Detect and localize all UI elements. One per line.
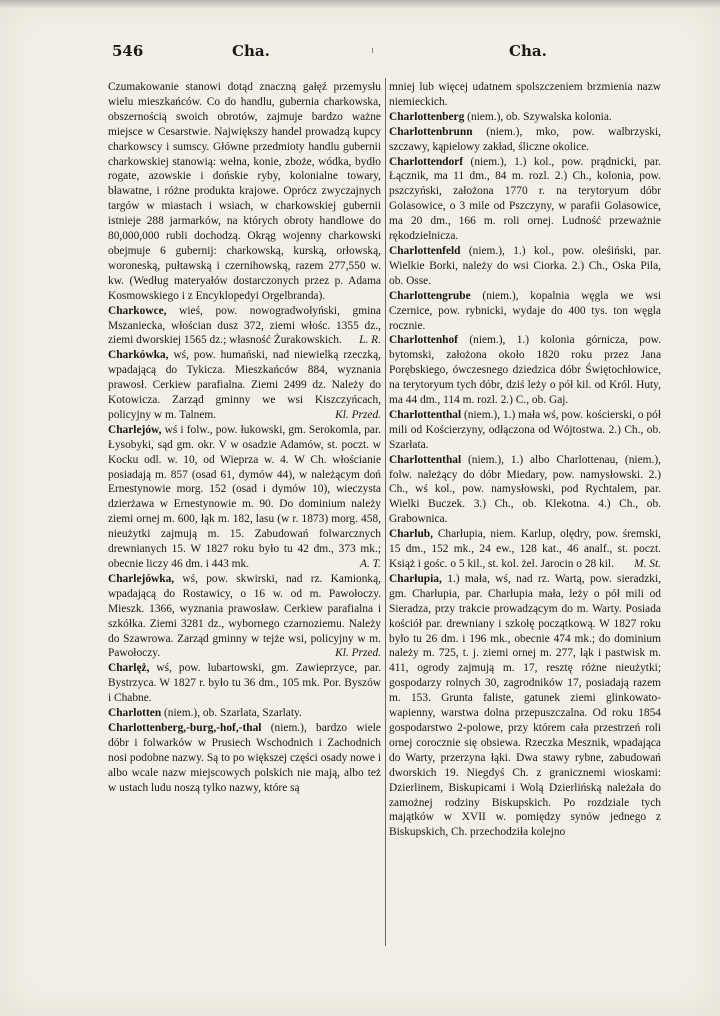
- entry-headword: Charkówka,: [108, 349, 169, 362]
- entry-headword: Charlottenfeld: [389, 244, 461, 257]
- entry-text: (niem.), bardzo wiele dóbr i folwarków w Prusiech Wschodnich i Zachodnich nosi podobne nazwy. Są to po większej części osady nowe i albo wcale nazw miejscowych polskich nie mają, albo też w ustach ludu noszą tylko nazwy, które są: [108, 721, 381, 794]
- entry-headword: Charlottenberg,-burg,-hof,-thal: [108, 721, 262, 734]
- dictionary-entry: [108, 661, 381, 706]
- dictionary-entry: [108, 423, 381, 572]
- dictionary-entry: [389, 408, 661, 453]
- entry-text: wś, pow. humański, nad niewielką rzeczką, wpadającą do Tykicza. Mieszkańców 884, wyznania prawosł. Cerkiew parafialna. Ziemi 2499 dz. Należy do Kotowicza. Zarząd gminny we wsi Kiszczyńcach, policyjny w m. Talnem.: [108, 349, 381, 421]
- entry-headword: Charlottenthal: [389, 453, 462, 466]
- dictionary-entry: [108, 572, 381, 661]
- dictionary-entry: [389, 244, 661, 289]
- dictionary-entry: [389, 572, 661, 840]
- dictionary-entry: [108, 348, 381, 423]
- dictionary-entry: [389, 289, 661, 334]
- entry-text: 1.) mała, wś, nad rz. Wartą, pow. sieradzki, gm. Charłupia, par. Charłupia mała, leży o pół mili od Sieradza, przy trakcie prowadzącym do m. Warty. Posiada kościół par. drewniany i szkołę początkową. W 1827 roku było tu 26 dm. i 196 mk., obecnie 474 mk.; do dominium należy m. 725, t. j. ziemi ornej m. 277, łąk i pastwisk m. 411, ogrody zajmują m. 17, resztę różne nieużytki; gospodarzy rolnych 30, zagrodników 17, posiadają razem m. 153. Grunta faliste, gatunek ziemi glinkowato-wapienny, warstwa dolna przepuszczalna. Od roku 1854 gospodarstwo 2-polowe, przy którem cała przestrzeń roli ornej corocznie się obsiewa. Rzeczka Mesznik, wpadająca do Warty, przerzyna łąki. Dwa stawy rybne, zabudowań dworskich 19. Niegdyś Ch. z granicznemi wioskami: Dzierlinem, Biskupicami i Wolą Dzierlińską należała do zamożnej rodziny Biskupskich. Po rozdziale tych majątków w XVII w. pomiędzy synów jednego z Biskupskich, Ch. przechodziła kolejno: [389, 572, 661, 839]
- dictionary-entry: [389, 80, 661, 110]
- entry-text: wś, pow. skwirski, nad rz. Kamionką, wpadającą do Rostawicy, o 16 w. od m. Pawołoczy. Mieszk. 1366, wyznania prawosław. Cerkiew parafialna i szkółka. Ziemi 3281 dz., wybornego czarnoziemu. Należy do Szawrowa. Zarząd gminny w tejże wsi, policyjny w m. Pawołoczy.: [108, 572, 381, 660]
- entry-text: (niem.), 1.) albo Charlottenau, (niem.), folw. należący do dóbr Miedary, pow. namysłowski. 2.) Ch., wś kol., pow. namysłowski, pod Rychtalem, par. Wielki Buczek. 3.) Ch., ob. Klekotna. 4.) Ch., ob. Grabownica.: [389, 453, 661, 526]
- entry-headword: Charlejówka,: [108, 572, 175, 585]
- entry-text: wś i folw., pow. łukowski, gm. Serokomla, par. Łysobyki, sąd gm. okr. V w osadzie Adamów, st. poczt. w Kocku odl. w. 10, od Wieprza w. 4. W Ch. włościanie posiadają m. 857 (osad 61, dymów 44), w należącym doń Ernestynowie morg. 152 (osad i dymów 10), wieczysta dzierżawa w Ernestynowie m. 90. Do dominium należy ziemi ornej m. 600, łąk m. 182, lasu (w r. 1873) morg. 458, nieużytki zajmują m. 15. Zabudowań folwarcznych drewnianych 15. W 1827 roku było tu 42 dm., 373 mk.; obecnie liczy 46 dm. i 443 mk.: [108, 423, 381, 570]
- entry-text: (niem.), kopalnia węgla we wsi Czernice, pow. rybnicki, wydaje do 400 tys. ton węgla rocznie.: [389, 289, 661, 332]
- entry-author-signature: L. R.: [359, 334, 381, 347]
- entry-headword: Charlub,: [389, 528, 433, 541]
- right-column: [389, 80, 661, 840]
- entry-text: (niem.), ob. Szywalska kolonia.: [467, 110, 612, 123]
- entry-text: (niem.), 1.) kol., pow. prądnicki, par. Łącznik, ma 11 dm., 84 m. rozl. 2.) Ch., kolonia, pow. pszczyński, założona 1770 r. na terytoryum dóbr Golasowice, o 3 mile od Pszczyny, w parafii Golasowice, ma 20 dm., 166 m. roli ornej. Ludność przeważnie rękodzielnicza.: [389, 155, 661, 243]
- dictionary-entry: [108, 721, 381, 796]
- dictionary-entry: [389, 333, 661, 408]
- entry-text: mniej lub więcej udatnem spolszczeniem brzmienia nazw niemieckich.: [389, 81, 661, 108]
- entry-text: wieś, pow. nowogradwołyński, gmina Mszaniecka, włościan dusz 372, ziemi włośc. 1355 dz., ziemi dworskiej 1565 dz.; własność Żurakowskich.: [108, 304, 381, 347]
- entry-headword: Charlottenthal: [389, 408, 462, 421]
- entry-headword: Charlottenberg: [389, 110, 465, 123]
- column-divider: [385, 78, 386, 946]
- entry-headword: Charlottendorf: [389, 155, 464, 168]
- entry-text: (niem.), ob. Szarlata, Szarlaty.: [164, 707, 302, 720]
- dictionary-entry: [108, 80, 381, 304]
- dictionary-entry: [389, 125, 661, 155]
- running-head-right: Cha.: [509, 42, 547, 60]
- left-column: [108, 80, 381, 796]
- entry-text: (niem.), 1.) kol., pow. oleśiński, par. Wielkie Borki, należy do wsi Ciorka. 2.) Ch., Oska Pila, ob. Osse.: [389, 244, 661, 287]
- entry-text: (niem.), mko, pow. walbrzyski, szczawy, kąpielowy zakład, śliczne okolice.: [389, 125, 661, 153]
- entry-headword: Charlottengrube: [389, 289, 471, 302]
- entry-text: wś, pow. lubartowski, gm. Zawieprzyce, par. Bystrzyca. W 1827 r. było tu 36 dm., 105 mk. Por. Byszów i Chabne.: [108, 662, 381, 705]
- entry-headword: Charlotten: [108, 707, 162, 720]
- entry-author-signature: A. T.: [360, 558, 381, 570]
- entry-author-signature: Kl. Przed.: [335, 408, 381, 421]
- entry-text: Czumakowanie stanowi dotąd znaczną gałęź przemysłu wielu mieszkańców. Co do handlu, gubernia charkowska, obszernością swoich obrotów, zajmuje bardzo ważne miejsce w Cesarstwie. Największy handel prowadzą kupcy charkowscy i sumscy. Główne przedmioty handlu gubernii charkowskiej stanowią: wełna, konie, zboże, wódka, bydło rogate, azowskie i dońskie ryby, kolonialne towary, bławatne, i różne produkta krajowe. Oprócz zwyczajnych targów w miastach i wsiach, w charkowskiej gubernii istnieje 288 jarmarków, na których obroty handlowe do 80,000,000 rubli dochodzą. Okrąg wojenny charkowski obejmuje 6 gubernij: charkowską, kurską, orłowską, woroneską, pułtawską i czernihowską, razem 277,550 w. kw. (Według materyałów dostarczonych przez p. Adama Kosmowskiego i z Encyklopedyi Orgelbranda).: [108, 81, 381, 302]
- page-header: [112, 42, 656, 66]
- dictionary-entry: [389, 155, 661, 244]
- dictionary-entry: [108, 706, 381, 721]
- entry-author-signature: M. St.: [634, 558, 661, 570]
- dictionary-entry: [389, 527, 661, 572]
- entry-headword: Charlęż,: [108, 662, 150, 675]
- page-number: 546: [112, 42, 144, 60]
- entry-headword: Charlottenhof: [389, 334, 458, 347]
- entry-headword: Charlejów,: [108, 423, 162, 436]
- dictionary-entry: [389, 110, 661, 125]
- entry-text: Charłupia, niem. Karlup, olędry, pow. śremski, 15 dm., 152 mk., 24 ew., 128 kat., 46 analf., st. poczt. Książ i gośc. o 5 kil., st. kol. żel. Jarocin o 28 kil.: [389, 528, 661, 570]
- dictionary-entry: [108, 304, 381, 349]
- entry-author-signature: Kl. Przed.: [335, 647, 381, 660]
- entry-text: (niem.), 1.) kolonia górnicza, pow. bytomski, założona około 1820 roku przez Jana Porębskiego, ówczesnego dziedzica dóbr Świętochłowice, na terytoryum tych dóbr, dziś leży o pół kil. od Król. Huty, ma 44 dm., 114 m. rozl. 2.) C., ob. Gaj.: [389, 334, 661, 407]
- entry-text: (niem.), 1.) mała wś, pow. kościerski, o pół mili od Kościerzyny, odłączona od Wójtostwa. 2.) Ch., ob. Szarłata.: [389, 408, 661, 451]
- entry-headword: Charlottenbrunn: [389, 125, 473, 138]
- entry-headword: Charłupia,: [389, 572, 442, 585]
- running-head-left: Cha.: [232, 42, 270, 60]
- entry-headword: Charkowce,: [108, 304, 167, 317]
- scan-edge: [0, 0, 720, 8]
- dictionary-entry: [389, 453, 661, 528]
